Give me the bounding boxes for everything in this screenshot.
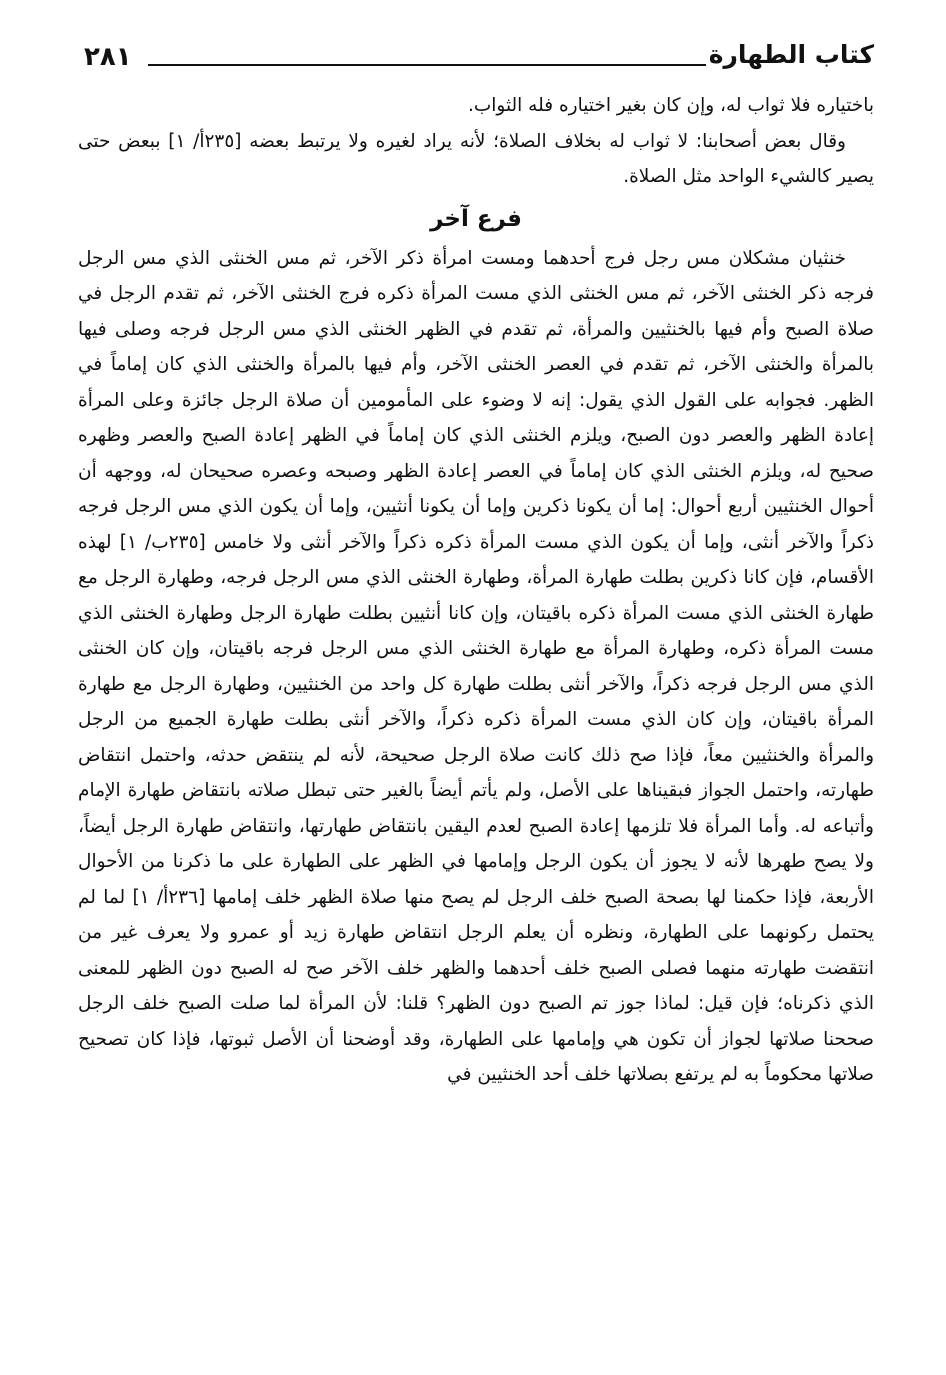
header-rule: [148, 64, 706, 66]
main-text: [78, 88, 874, 1093]
paragraph-main: خنثيان مشكلان مس رجل فرج أحدهما ومست امرأة ذكر الآخر، ثم مس الخنثى الذي مس الرجل فرجه ذكر الخنثى الآخر، ثم مس الخنثى الذي مست المرأة ذكره فرج الخنثى الآخر، ثم تقدم الرجل في صلاة الصبح وأم فيها بالخنثيين والمرأة، ثم تقدم في الظهر الخنثى الذي مس الرجل فرجه وصلى فيها بالمرأة والخنثى الآخر، ثم تقدم في العصر الخنثى الآخر، وأم فيها بالمرأة والخنثى الذي كان إماماً في الظهر. فجوابه على القول الذي يقول: إنه لا وضوء على المأمومين أن صلاة الرجل جائزة وعلى المرأة إعادة الظهر والعصر دون الصبح، ويلزم الخنثى الذي كان إماماً في الظهر إعادة الصبح والعصر وظهره صحيح له، ويلزم الخنثى الذي كان إماماً في العصر إعادة الظهر وصبحه وعصره صحيحان له، ووجهه أن أحوال الخنثيين أربع أحوال: إما أن يكونا ذكرين وإما أن يكونا أنثيين، وإما أن يكون الذي مس الرجل فرجه ذكراً والآخر أنثى، وإما أن يكون الذي مست المرأة ذكره ذكراً والآخر أنثى ولا خامس [٢٣٥ب/ ١] لهذه الأقسام، فإن كانا ذكرين بطلت طهارة المرأة، وطهارة الخنثى الذي مس الرجل فرجه، وطهارة الرجل مع طهارة الخنثى الذي مست المرأة ذكره باقيتان، وإن كانا أنثيين بطلت طهارة الرجل وطهارة الخنثى الذي مست المرأة ذكره، وطهارة المرأة مع طهارة الخنثى الذي مس الرجل فرجه باقيتان، وإن كان الخنثى الذي مس الرجل فرجه ذكراً، والآخر أنثى بطلت طهارة كل واحد من الخنثيين، وطهارة الرجل مع طهارة المرأة باقيتان، وإن كان الذي مست المرأة ذكره ذكراً، والآخر أنثى بطلت طهارة الجميع من الرجل والمرأة والخنثيين معاً، فإذا صح ذلك كانت صلاة الرجل صحيحة، لأنه لم ينتقض حدثه، واحتمل انتقاض طهارته، واحتمل الجواز فبقيناها على الأصل، ولم يأتم أيضاً بالغير حتى تبطل صلاته بانتقاض طهارة الإمام وأتباعه له. وأما المرأة فلا تلزمها إعادة الصبح لعدم اليقين بانتقاض طهارتها، وانتقاض طهارة الرجل أيضاً، ولا يصح طهرها لأنه لا يجوز أن يكون الرجل وإمامها في الظهر على الطهارة على ما ذكرنا من الأحوال الأربعة، فإذا حكمنا لها بصحة الصبح خلف الرجل لم يصح منها صلاة الظهر خلف إمامها [٢٣٦أ/ ١] لما لم يحتمل ركونهما على الطهارة، ونظره أن يعلم الرجل انتقاض طهارة زيد أو عمرو ولا يعرف غير من انتقضت طهارته منهما فصلى الصبح خلف أحدهما والظهر خلف الآخر صح له الصبح دون الظهر للمعنى الذي ذكرناه؛ فإن قيل: لماذا جوز تم الصبح دون الظهر؟ قلنا: لأن المرأة لما صلت الصبح خلف الرجل صححنا صلاتها لجواز أن تكون هي وإمامها على الطهارة، وقد أوضحنا أن الأصل ثبوتها، فإذا كان تصحيح صلاتها محكوماً به لم يرتفع بصلاتها خلف أحد الخنثيين في: [78, 247, 875, 1085]
page-number: ٢٨١: [84, 42, 132, 72]
paragraph-continuation: باختياره فلا ثواب له، وإن كان بغير اختياره فله الثواب.: [467, 95, 874, 116]
paragraph-opinion: وقال بعض أصحابنا: لا ثواب له بخلاف الصلاة؛ لأنه يراد لغيره ولا يرتبط بعضه [٢٣٥أ/ ١] ببعض حتى يصير كالشيء الواحد مثل الصلاة.: [78, 130, 874, 187]
section-heading: فرع آخر: [430, 205, 522, 232]
running-title: كتاب الطهارة: [708, 40, 874, 69]
page-header: [84, 40, 874, 84]
